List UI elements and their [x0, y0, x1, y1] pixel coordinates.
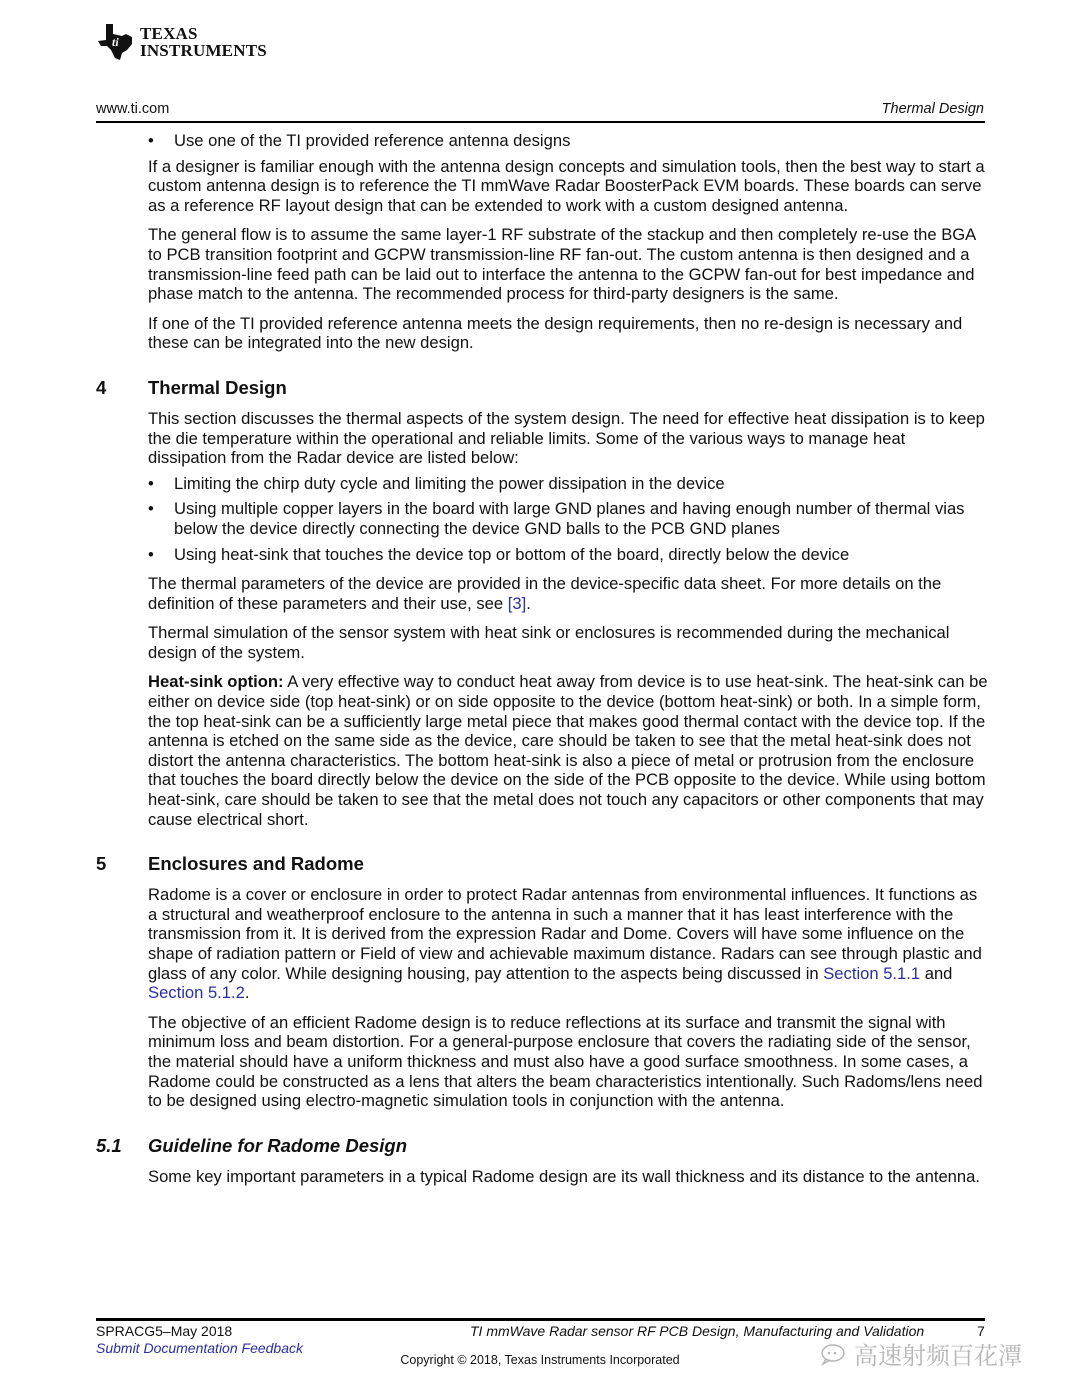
list-item: • Limiting the chirp duty cycle and limiting the power dissipation in the device: [148, 474, 988, 494]
paragraph-text: and: [920, 963, 953, 983]
chat-bubble-icon: [820, 1342, 850, 1366]
paragraph: The objective of an efficient Radome design is to reduce reflections at its surface and transmit the signal with minimum loss and beam distortion. For a general-purpose enclosure that covers the radiating side of the sensor, the material should have a uniform thickness and must also have a good surface smoothness. In some cases, a Radome could be constructed as a lens that alters the beam characteristics intentionally. Such Radoms/lens need to be designed using electro-magnetic simulation tools in conjunction with the antenna.: [148, 1012, 983, 1111]
paragraph: If a designer is familiar enough with the antenna design concepts and simulation tools, then the best way to start a custom antenna design is to reference the TI mmWave Radar BoosterPack EVM boards. These boards can serve as a reference RF layout design that can be extended to work with a custom designed antenna.: [148, 156, 985, 215]
section-number: 5: [96, 853, 107, 875]
section-title: Guideline for Radome Design: [148, 1134, 408, 1156]
section-title: Thermal Design: [148, 376, 287, 398]
paragraph: Some key important parameters in a typical Radome design are its wall thickness and its distance to the antenna.: [148, 1166, 980, 1186]
header-divider: [96, 121, 985, 123]
doc-id: SPRACG5–May 2018: [96, 1323, 233, 1339]
footer-left: [96, 1323, 303, 1357]
svg-text:ti: ti: [112, 35, 119, 49]
page-number: 7: [977, 1323, 985, 1339]
paragraph: [148, 574, 988, 613]
subsection-heading: [96, 1134, 988, 1157]
section-5-1-2-link[interactable]: Section 5.1.2: [148, 983, 245, 1003]
section-number: 5.1: [96, 1134, 122, 1156]
section-number: 4: [96, 376, 107, 398]
paragraph: [148, 672, 988, 829]
paragraph: If one of the TI provided reference antenna meets the design requirements, then no re-design is necessary and these can be integrated into the new design.: [148, 313, 963, 353]
footer-doc-title: TI mmWave Radar sensor RF PCB Design, Manufacturing and Validation: [470, 1323, 925, 1339]
footer-divider: [96, 1318, 985, 1321]
reference-link[interactable]: [3]: [507, 593, 527, 613]
paragraph: The general flow is to assume the same layer-1 RF substrate of the stackup and then completely re-use the BGA to PCB transition footprint and GCPW transmission-line RF fan-out. The custom antenna is then designed and a transmission-line feed path can be laid out to interface the antenna to the GCPW fan-out for best impedance and phase match to the antenna. The recommended process for third-party designers is the same.: [148, 225, 976, 304]
list-item: • Use one of the TI provided reference antenna designs: [148, 131, 988, 151]
list-item: • Using heat-sink that touches the device top or bottom of the board, directly below the device: [148, 545, 988, 565]
paragraph: [148, 885, 988, 1003]
logo-line2: INSTRUMENTS: [140, 41, 267, 60]
paragraph-text: .: [526, 593, 531, 613]
ti-logo: [96, 22, 267, 62]
section-title: Enclosures and Radome: [148, 853, 364, 875]
header-url[interactable]: www.ti.com: [96, 101, 170, 117]
page-header: [96, 101, 984, 121]
header-section: Thermal Design: [881, 101, 984, 117]
paragraph: Thermal simulation of the sensor system with heat sink or enclosures is recommended during the mechanical design of the system.: [148, 623, 950, 662]
heatsink-label: Heat-sink option:: [148, 672, 284, 692]
feedback-link[interactable]: Submit Documentation Feedback: [96, 1340, 303, 1356]
texas-state-icon: [96, 22, 136, 62]
paragraph-text: The thermal parameters of the device are provided in the device-specific data sheet. For more details on the definition of these parameters and their use, see: [148, 574, 942, 613]
section-5-1-1-link[interactable]: Section 5.1.1: [823, 963, 921, 983]
copyright: Copyright © 2018, Texas Instruments Incorporated: [400, 1353, 680, 1367]
watermark: [820, 1336, 1022, 1371]
logo-line1: TEXAS: [140, 24, 198, 43]
paragraph-text: Radome is a cover or enclosure in order to protect Radar antennas from environmental influences. It functions as a structural and weatherproof enclosure to the antenna in such a manner that it has least interference with the transmission from it. It is derived from the expression Radar and Dome. Covers will have some influence on the shape of radiation pattern or Field of view and achievable maximum distance. Radars can see through plastic and glass of any color. While designing housing, pay attention to the aspects being discussed in: [148, 885, 982, 983]
paragraph-text: .: [244, 983, 250, 1003]
section-heading: [96, 376, 988, 399]
list-item: • Using multiple copper layers in the board with large GND planes and having enough number of thermal vias below the device directly connecting the device GND balls to the PCB GND planes: [148, 499, 988, 538]
page-body: [96, 131, 988, 1196]
watermark-text: 高速射频百花潭: [854, 1343, 1022, 1370]
paragraph: This section discusses the thermal aspects of the system design. The need for effective heat dissipation is to keep the die temperature within the operational and reliable limits. Some of the various ways to manage heat dissipation from the Radar device are listed below:: [148, 408, 985, 468]
paragraph-text: A very effective way to conduct heat away from device is to use heat-sink. The heat-sink can be either on device side (top heat-sink) or on side opposite to the device (bottom heat-sink) or both. In a simple form, the top heat-sink can be a sufficiently large metal piece that makes good thermal contact with the device top. If the antenna is etched on the same side as the device, care should be taken to see that the metal heat-sink does not distort the antenna characteristics. The bottom heat-sink is also a piece of metal or protrusion from the enclosure that touches the board directly below the device on the side of the PCB opposite to the device. While using bottom heat-sink, care should be taken to see that the metal does not touch any capacitors or other components that may cause electrical short.: [148, 672, 988, 829]
section-heading: [96, 853, 988, 875]
